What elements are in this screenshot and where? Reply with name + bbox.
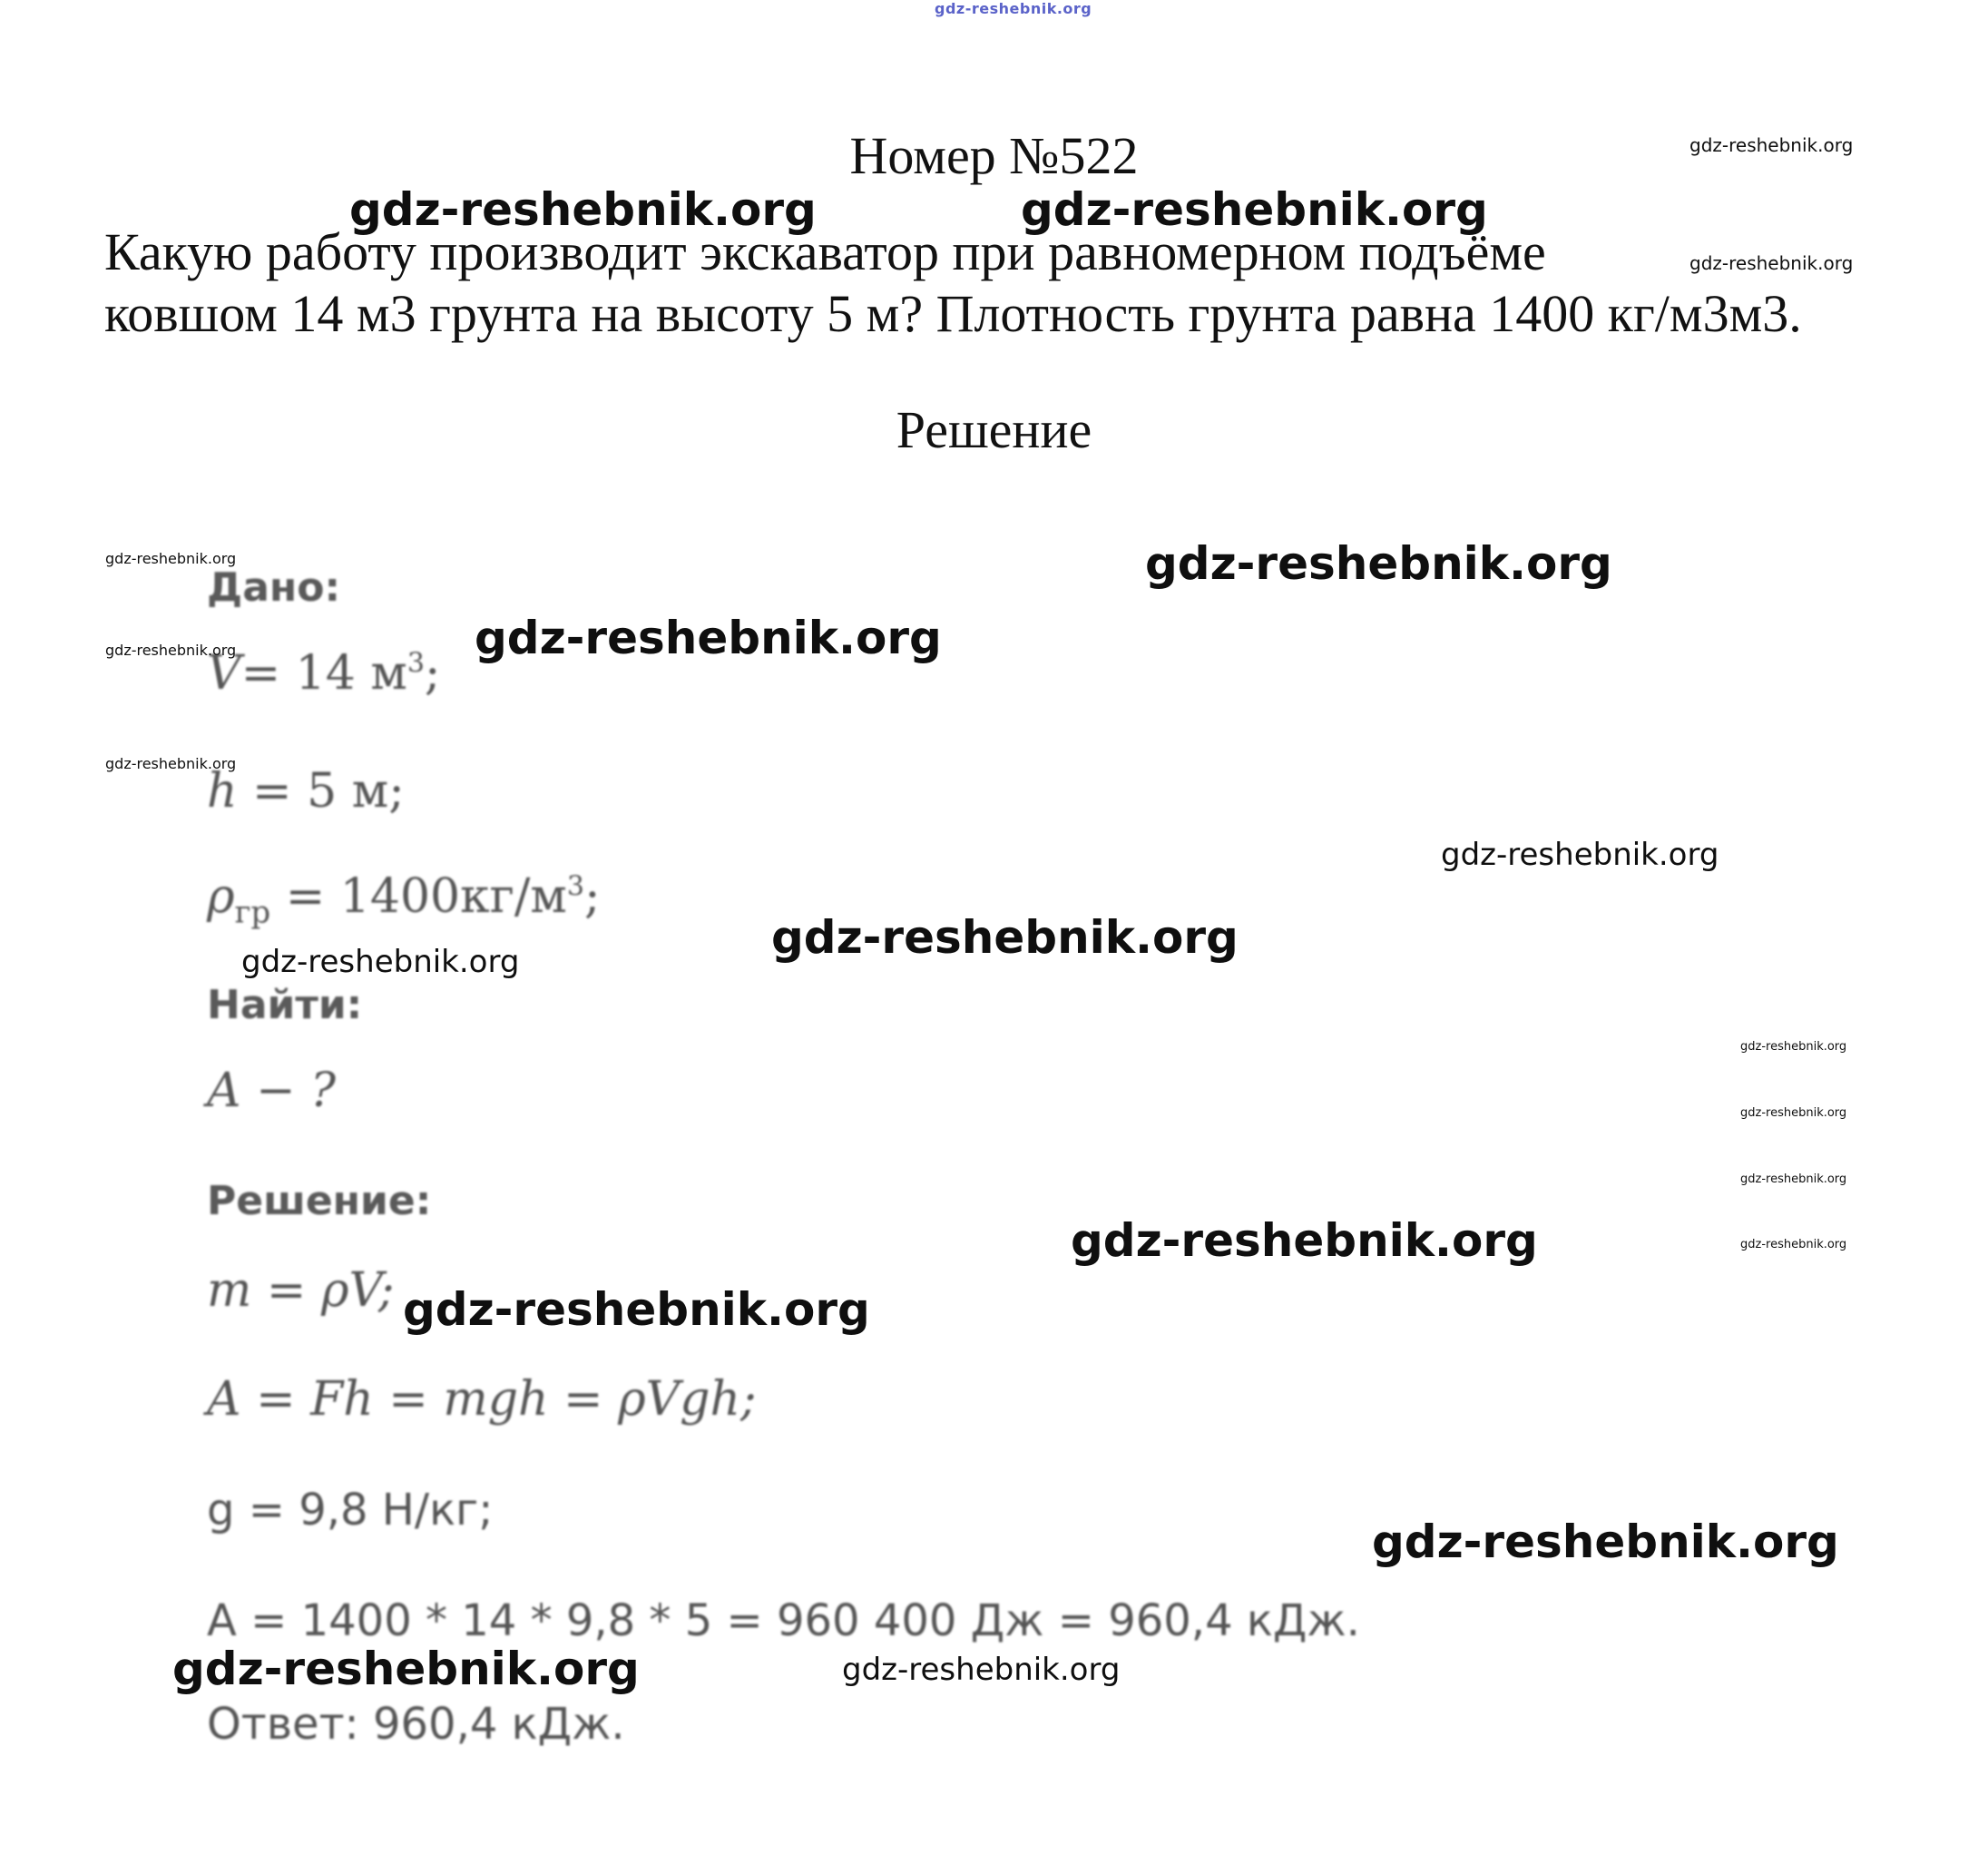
watermark: gdz-reshebnik.org [349,183,817,236]
volume-value: = 14 м [240,646,407,701]
volume-variable: V [207,646,241,701]
given-label: Дано: [207,564,341,611]
volume-end: ; [424,646,441,701]
watermark: gdz-reshebnik.org [1689,252,1854,274]
given-height [207,764,405,819]
watermark: gdz-reshebnik.org [1145,537,1612,590]
watermark: gdz-reshebnik.org [771,911,1239,964]
watermark: gdz-reshebnik.org [172,1643,640,1695]
watermark: gdz-reshebnik.org [1740,1040,1847,1054]
watermark: gdz-reshebnik.org [403,1283,870,1336]
page-title: Номер №522 [849,126,1139,185]
given-volume [207,646,440,701]
solution-heading: Решение [896,400,1092,459]
density-exponent: 3 [566,870,584,903]
watermark: gdz-reshebnik.org [241,944,520,980]
watermark: gdz-reshebnik.org [105,755,237,772]
find-label: Найти: [207,982,363,1028]
problem-line-1: Какую работу производит экскаватор при равномерном подъёме [104,222,1546,281]
watermark: gdz-reshebnik.org [105,642,237,659]
given-density [207,869,601,931]
watermark: gdz-reshebnik.org [105,550,237,567]
height-value: = 5 м; [252,764,405,819]
solution-label: Решение: [207,1178,432,1224]
density-subscript: гр [234,894,271,931]
density-variable: ρ [207,869,235,924]
calculation: A = 1400 * 14 * 9,8 * 5 = 960 400 Дж = 960,4 кДж. [207,1595,1360,1646]
problem-line-2: ковшом 14 м3 грунта на высоту 5 м? Плотность грунта равна 1400 кг/м3м3. [104,284,1802,343]
equation-work: A = Fh = mgh = ρVgh; [207,1372,757,1427]
density-end: ; [583,869,601,924]
height-variable: h [207,764,238,819]
watermark: gdz-reshebnik.org [842,1652,1121,1688]
equation-gravity: g = 9,8 Н/кг; [207,1485,494,1535]
watermark: gdz-reshebnik.org [1740,1172,1847,1186]
volume-exponent: 3 [406,647,425,680]
watermark: gdz-reshebnik.org [1071,1214,1538,1267]
problem-statement [104,221,1919,345]
watermark: gdz-reshebnik.org [1740,1106,1847,1120]
watermark: gdz-reshebnik.org [1689,134,1854,156]
density-value: = 1400кг/м [285,869,567,924]
equation-mass: m = ρV; [207,1263,395,1318]
watermark: gdz-reshebnik.org [475,612,942,664]
watermark: gdz-reshebnik.org [1441,837,1719,873]
source-watermark-top: gdz-reshebnik.org [935,0,1092,17]
watermark: gdz-reshebnik.org [1740,1238,1847,1251]
find-expression: A − ? [207,1064,337,1118]
watermark: gdz-reshebnik.org [1021,183,1488,236]
watermark: gdz-reshebnik.org [1372,1516,1839,1568]
answer: Ответ: 960,4 кДж. [207,1699,625,1750]
